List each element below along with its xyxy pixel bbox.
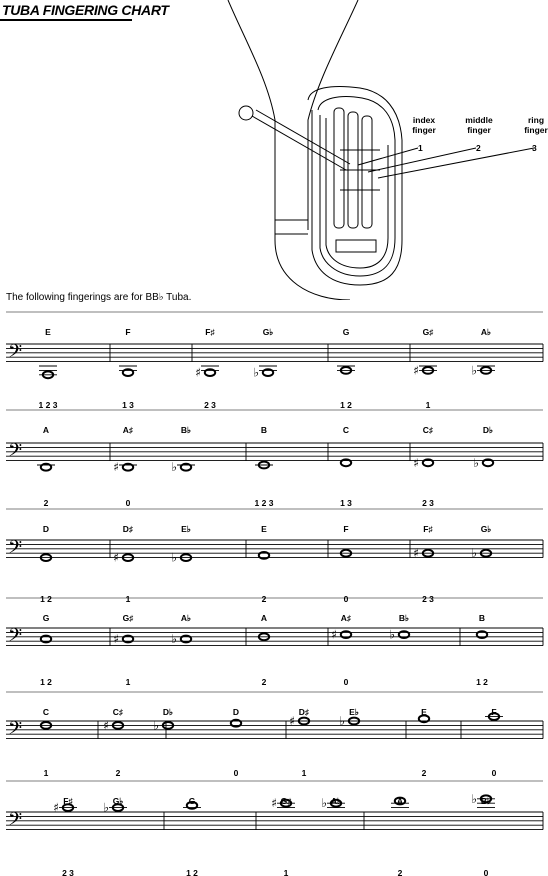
note-name: C <box>342 425 350 435</box>
fingering-label: 1 2 <box>476 677 488 687</box>
fingering-label: 1 <box>301 768 307 778</box>
fingering-label: 1 2 <box>340 400 352 410</box>
sharp-icon: ♯ <box>413 546 419 561</box>
fingering-label: 1 <box>425 400 431 410</box>
flat-icon: ♭ <box>153 718 159 733</box>
fingering-label: 1 <box>283 868 289 876</box>
note-name: C♯ <box>112 707 124 717</box>
note-name: A♭ <box>480 327 492 337</box>
sharp-icon: ♯ <box>53 800 59 815</box>
fingering-label: 0 <box>483 868 489 876</box>
fingering-label: 1 <box>125 677 131 687</box>
note-name: A♭ <box>330 796 342 806</box>
note-name: G♯ <box>122 613 134 623</box>
fingering-label: 0 <box>491 768 497 778</box>
note-name: A <box>396 796 404 806</box>
note-name: D♭ <box>162 707 174 717</box>
note-name: D <box>42 524 50 534</box>
note-name: D <box>232 707 240 717</box>
fingering-label: 1 2 <box>40 594 52 604</box>
note-name: G♭ <box>112 796 124 806</box>
note-name: G <box>342 327 350 337</box>
bass-clef-icon: 𝄢 <box>8 440 23 466</box>
sharp-icon: ♯ <box>413 363 419 378</box>
bass-clef-icon: 𝄢 <box>8 718 23 744</box>
flat-icon: ♭ <box>171 550 177 565</box>
fingering-label: 2 3 <box>422 498 434 508</box>
bass-clef-icon: 𝄢 <box>8 809 23 835</box>
note-name: E♭ <box>181 524 191 534</box>
note-name: G♭ <box>480 524 492 534</box>
fingering-label: 1 2 3 <box>38 400 58 410</box>
note-name: G <box>188 796 196 806</box>
fingering-label: 2 <box>421 768 427 778</box>
note-name: A♯ <box>122 425 134 435</box>
note-name: B♭ <box>398 613 410 623</box>
note-name: G♭ <box>262 327 274 337</box>
note-name: B♭ <box>480 796 492 806</box>
note-name: E♭ <box>349 707 359 717</box>
sharp-icon: ♯ <box>289 714 295 728</box>
fingering-label: 2 <box>261 594 267 604</box>
flat-icon: ♭ <box>339 714 345 728</box>
valve-2-label: middle finger <box>465 115 493 135</box>
fingering-label: 2 <box>261 677 267 687</box>
fingering-label: 0 <box>343 677 349 687</box>
flat-icon: ♭ <box>471 363 477 378</box>
note-name: A♯ <box>340 613 352 623</box>
fingering-label: 1 2 <box>40 677 52 687</box>
note-name: D♯ <box>298 707 310 717</box>
fingering-label: 2 3 <box>204 400 216 410</box>
fingering-label: 1 3 <box>340 498 352 508</box>
flat-icon: ♭ <box>171 460 177 475</box>
note-name: B <box>478 613 486 623</box>
valve-1-label: index finger <box>412 115 436 135</box>
fingering-label: 1 3 <box>122 400 134 410</box>
fingering-label: 1 <box>125 594 131 604</box>
sharp-icon: ♯ <box>113 460 119 475</box>
note-name: E <box>261 524 267 534</box>
note-name: A <box>260 613 268 623</box>
sharp-icon: ♯ <box>195 365 201 380</box>
fingering-label: 0 <box>343 594 349 604</box>
note-name: C <box>42 707 50 717</box>
note-name: D♯ <box>122 524 134 534</box>
valve-3-label: ring finger <box>524 115 548 135</box>
flat-icon: ♭ <box>471 791 477 806</box>
flat-icon: ♭ <box>389 627 395 642</box>
note-name: G♯ <box>280 796 292 806</box>
flat-icon: ♭ <box>253 365 259 380</box>
sharp-icon: ♯ <box>113 632 119 646</box>
fingering-label: 1 2 3 <box>254 498 274 508</box>
fingering-label: 2 3 <box>62 868 74 876</box>
flat-icon: ♭ <box>321 796 327 811</box>
note-name: E <box>421 707 427 717</box>
sharp-icon: ♯ <box>103 718 109 733</box>
fingering-label: 0 <box>125 498 131 508</box>
valve-3-number: 3 <box>532 143 537 153</box>
bass-clef-icon: 𝄢 <box>8 341 23 367</box>
note-name: F <box>491 707 497 717</box>
sharp-icon: ♯ <box>413 455 419 470</box>
fingering-label: 1 <box>43 768 49 778</box>
chart-title: TUBA FINGERING CHART <box>2 2 169 18</box>
note-name: F <box>343 524 349 534</box>
bass-clef-icon: 𝄢 <box>8 537 23 563</box>
note-name: D♭ <box>482 425 494 435</box>
note-name: F♯ <box>63 796 73 806</box>
note-name: E <box>45 327 51 337</box>
flat-icon: ♭ <box>471 546 477 561</box>
fingering-label: 0 <box>233 768 239 778</box>
note-name: F♯ <box>205 327 215 337</box>
note-name: B♭ <box>180 425 192 435</box>
note-name: B <box>260 425 268 435</box>
flat-icon: ♭ <box>103 800 109 815</box>
flat-icon: ♭ <box>473 455 479 470</box>
sharp-icon: ♯ <box>271 796 277 811</box>
bass-clef-icon: 𝄢 <box>8 625 23 651</box>
note-name: G♯ <box>422 327 434 337</box>
note-name: C♯ <box>422 425 434 435</box>
fingering-label: 2 <box>115 768 121 778</box>
note-name: A <box>42 425 50 435</box>
sharp-icon: ♯ <box>113 550 119 565</box>
note-name: A♭ <box>180 613 192 623</box>
note-name: F♯ <box>423 524 433 534</box>
fingering-label: 2 <box>397 868 403 876</box>
fingering-label: 1 2 <box>186 868 198 876</box>
note-name: G <box>42 613 50 623</box>
fingering-label: 2 <box>43 498 49 508</box>
valve-2-number: 2 <box>476 143 481 153</box>
fingering-label: 2 3 <box>422 594 434 604</box>
sharp-icon: ♯ <box>331 627 337 642</box>
intro-text: The following fingerings are for BB♭ Tuba. <box>6 292 192 303</box>
note-name: F <box>125 327 131 337</box>
valve-1-number: 1 <box>418 143 423 153</box>
flat-icon: ♭ <box>171 632 177 646</box>
